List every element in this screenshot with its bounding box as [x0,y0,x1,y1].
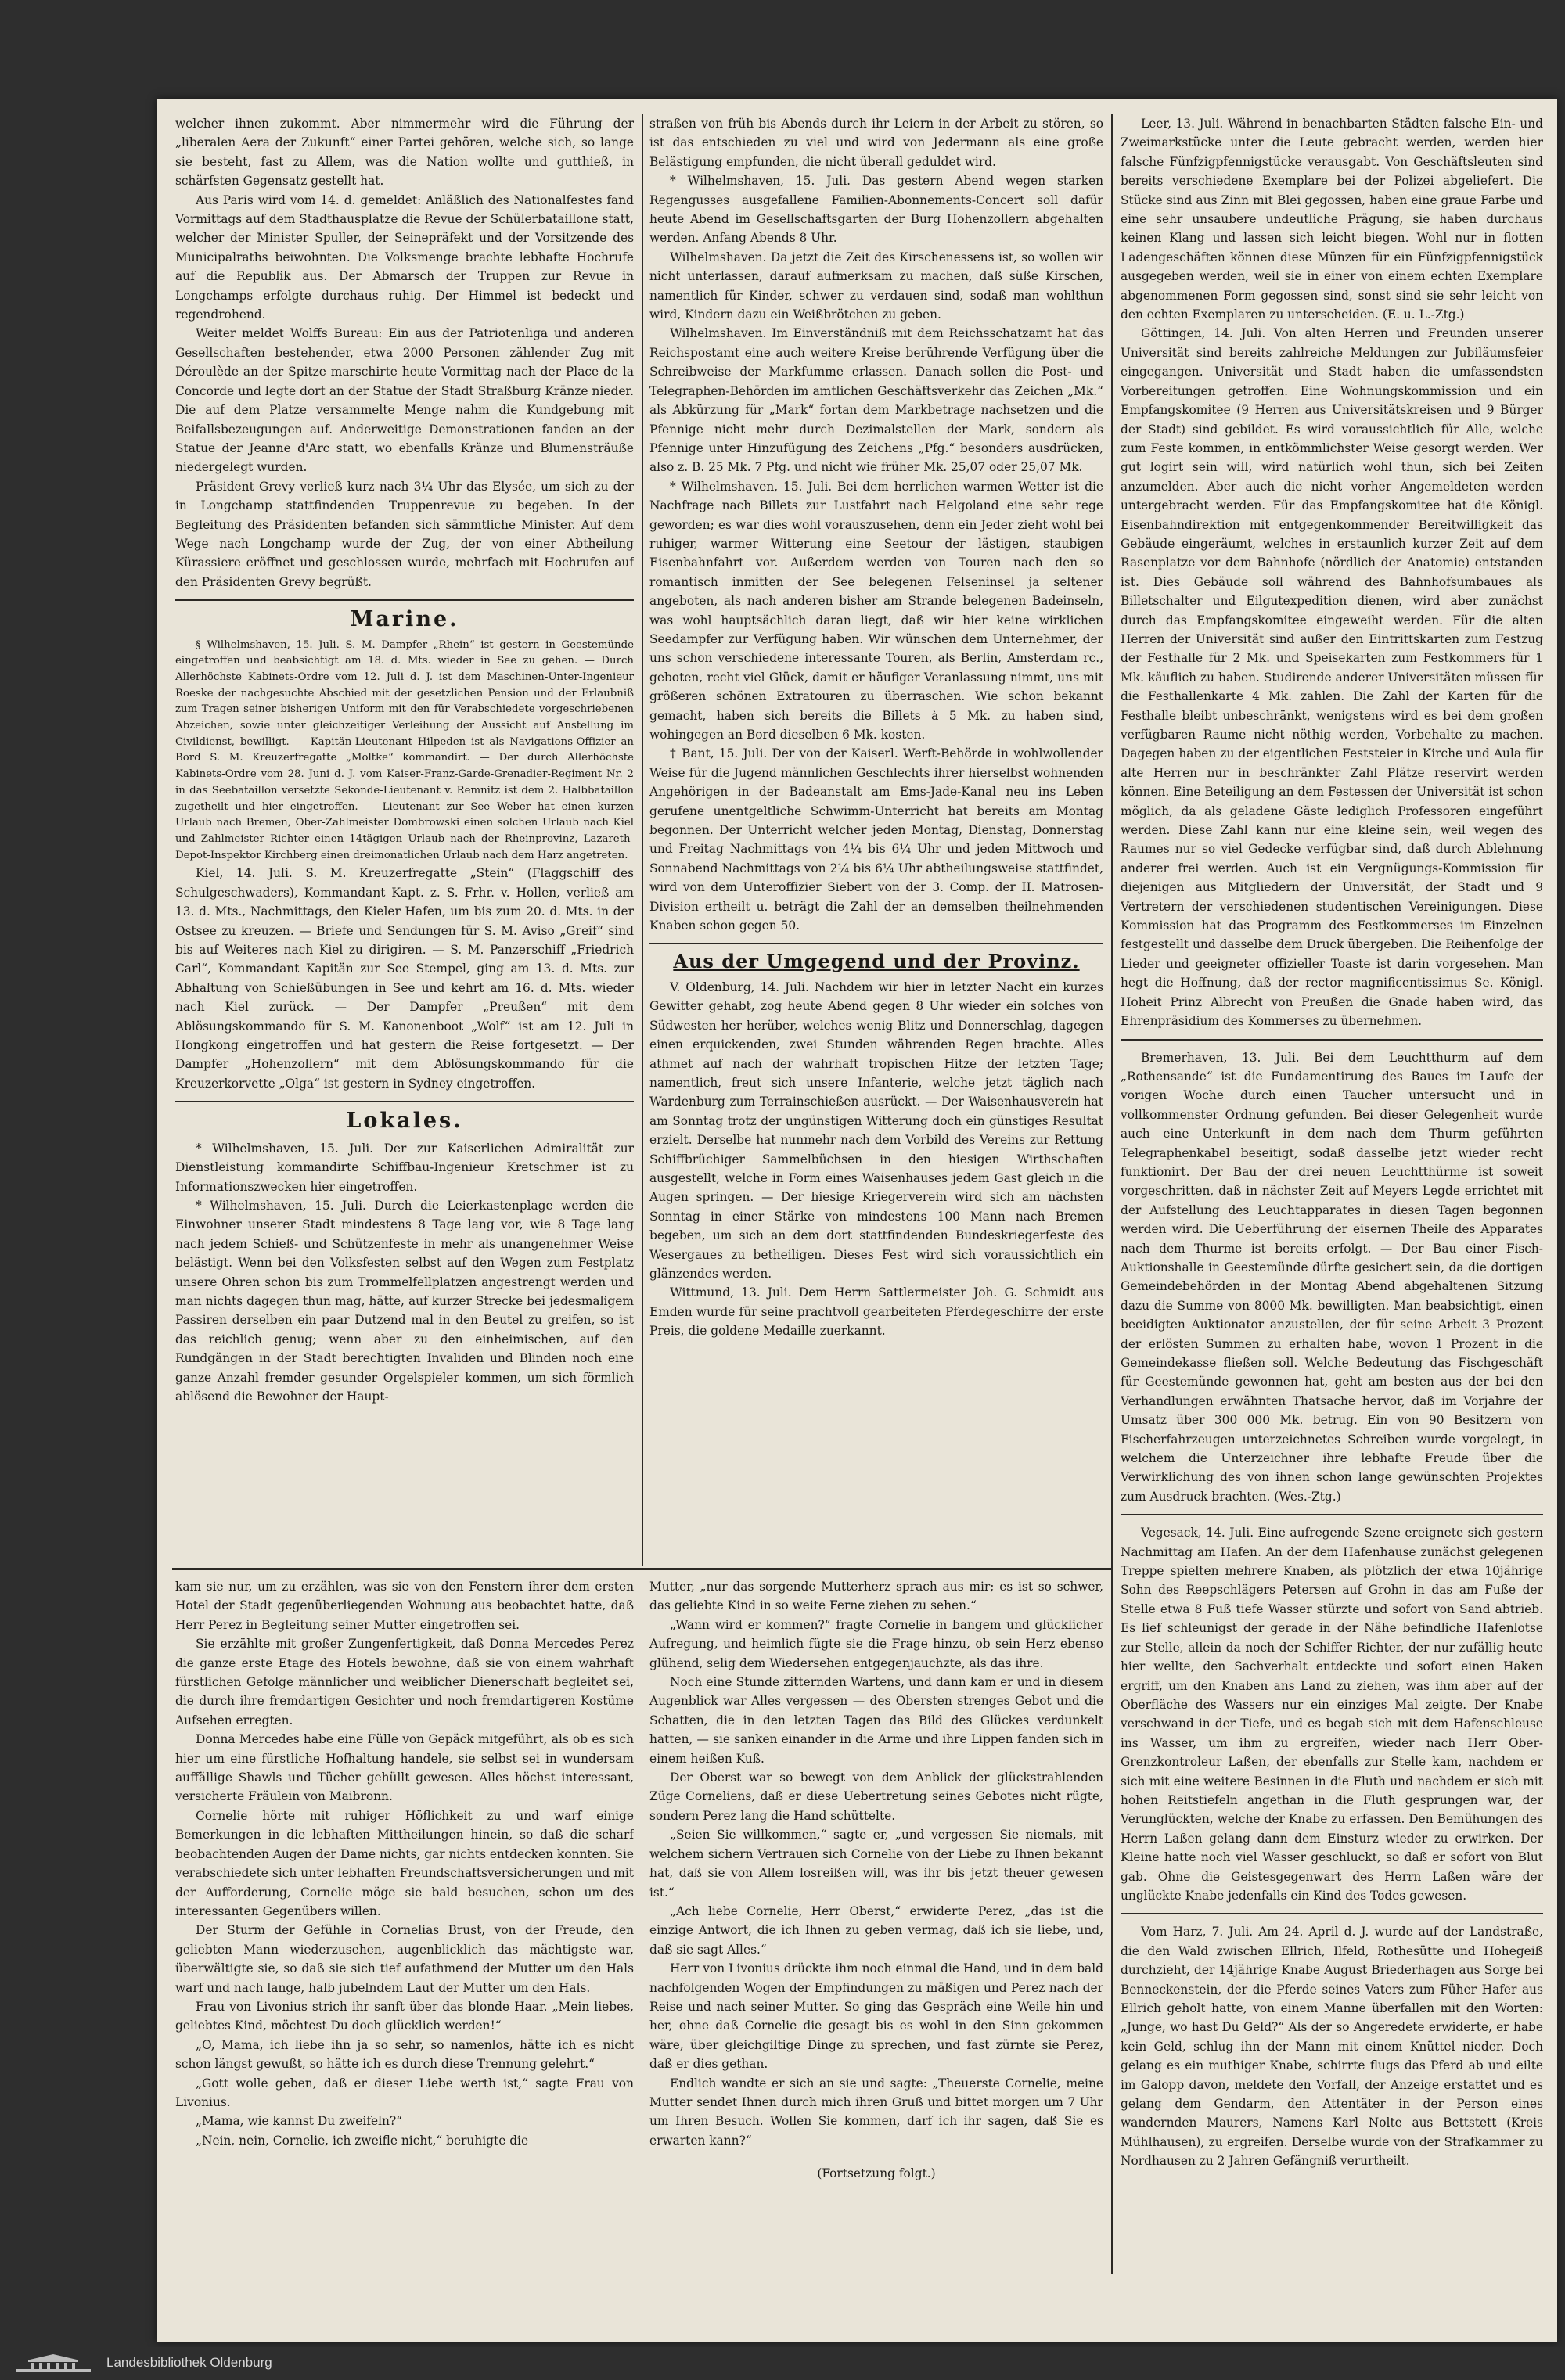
novel-paragraph: „O, Mama, ich liebe ihn ja so sehr, so namenlos, hätte ich es nicht schon längst gewußt, so hätte ich es durch diese Trennung gelehrt.“ [175,2037,634,2072]
article-paragraph: Wilhelmshaven. Da jetzt die Zeit des Kirschenessens ist, so wollen wir nicht unterlassen, darauf aufmerksam zu machen, daß süße Kirschen, namentlich für Kinder, schwer zu verdauen sind, sodaß man wohlthun wird, Kindern dazu ein Weißbrötchen zu geben. [649,250,1103,322]
section-divider [175,599,634,601]
article-paragraph: * Wilhelmshaven, 15. Juli. Durch die Leierkastenplage werden die Einwohner unserer Stadt mindestens 8 Tage lang vor, wie 8 Tage lang nach jedem Schieß- und Schützenfeste in mehr als unangenehmer Weise belästigt. Wenn bei den Volksfesten selbst auf den Wegen zum Festplatz unsere Ohren schon bis zum Trommelfellplatzen angestrengt werden und man nichts dagegen thun mag, hätte, auf kurzer Strecke bei jedesmaligem Passiren derselben ein paar Dutzend mal in den Beutel zu greifen, so ist das reichlich genug; wenn aber zu den einheimischen, auf den Rundgängen in der Stadt berechtigten Invaliden und Blinden noch eine ganze Anzahl fremder gesunder Orgelspieler kommen, um sich förmlich ablösend die Bewohner der Haupt- [175,1198,634,1404]
section-divider [649,943,1103,944]
novel-paragraph: Mutter, „nur das sorgende Mutterherz sprach aus mir; es ist so schwer, das geliebte Kind in so weite Ferne ziehen zu sehen.“ [649,1580,1103,1613]
article-paragraph: Wilhelmshaven. Im Einverständniß mit dem Reichsschatzamt hat das Reichspostamt eine auch weitere Kreise berührende Verfügung über die Schreibweise der Markfumme erlassen. Danach sollen die Post- und Telegraphen-Behörden im amtlichen Geschäftsverkehr das Zeichen „Mk.“ als Abkürzung für „Mark“ fortan dem Markbetrage nachsetzen und die Pfennige nicht mehr durch Dezimalstellen der Mark, sondern als Pfennige unter Hinzufügung des Zeichens „Pfg.“ besonders ausdrücken, also z. B. 25 Mk. 7 Pfg. und nicht wie früher Mk. 25,07 oder 25,07 Mk. [649,326,1103,475]
article-paragraph: Präsident Grevy verließ kurz nach 3¼ Uhr das Elysée, um sich zu der in Longchamp stattfindenden Truppenrevue zu begeben. In der Begleitung des Präsidenten befanden sich sämmtliche Minister. Auf dem Wege nach Longchamp wurde der Zug, der von einer Abtheilung Kürassiere eröffnet und geschlossen wurde, mehrfach mit Hochrufen auf den Präsidenten Grevy begrüßt. [175,479,634,589]
column-rule [642,114,643,1566]
novel-paragraph: „Wann wird er kommen?“ fragte Cornelie in bangem und glücklicher Aufregung, und heimlich fügte sie die Frage hinzu, ob sein Herz ebenso glühend, selig dem Wiedersehen entgegenjauchzte, als das ihre. [649,1617,1103,1670]
section-divider [1121,1514,1543,1515]
novel-paragraph: „Nein, nein, Cornelie, ich zweifle nicht,“ beruhigte die [196,2133,529,2148]
article-paragraph: Leer, 13. Juli. Während in benachbarten Städten falsche Ein- und Zweimarkstücke unter die Leute gebracht werden, werden hier falsche Fünfzigpfennigstücke verausgabt. Von Geschäftsleuten sind bereits verschiedene Exemplare bei der Polizei abgeliefert. Die Stücke sind aus Zinn mit Blei gegossen, haben eine graue Farbe und eine sehr unsaubere undeutliche Prägung, sie haben durchaus keinen Klang und lassen sich leicht biegen. Wohl nur in flotten Ladengeschäften können diese Münzen für ein Fünfzigpfennigstück ausgegeben werden, weil sie in einer von einem echten Exemplare abgenommenen Form gegossen sind, sonst sind sie sehr leicht von den echten Exemplaren zu unterscheiden. (E. u. L.-Ztg.) [1121,117,1543,322]
article-paragraph: * Wilhelmshaven, 15. Juli. Bei dem herrlichen warmen Wetter ist die Nachfrage nach Billets zur Lustfahrt nach Helgoland eine sehr rege geworden; es war dies wohl vorauszusehen, denn ein Jeder zieht wohl bei ruhiger, warmer Witterung eine Seetour der lästigen, staubigen Eisenbahnfahrt vor. Außerdem werden von Touren nach den so romantisch inmitten der See belegenen Felseninsel ja seltener angeboten, als nach anderen bisher am Strande belegenen Badeinseln, was wohl hauptsächlich daran liegt, daß wir hier keine wirklichen Seedampfer zur Verfügung haben. Wir wünschen dem Unternehmer, der uns schon verschiedene interessante Touren, als Berlin, Amsterdam rc., geboten, recht viel Glück, damit er häufiger Veranlassung nimmt, uns mit größeren schönen Extratouren zu überraschen. Wie schon bekannt gemacht, haben sich bereits die Billets à 5 Mk. zu haben sind, wohingegen an Bord dieselben 6 Mk. kosten. [649,479,1103,742]
novel-paragraph: kam sie nur, um zu erzählen, was sie von den Fenstern ihrer dem ersten Hotel der Stadt gegenüberliegenden Wohnung aus beobachtet hatte, daß Herr Perez in Begleitung seiner Mutter eingetroffen sei. [175,1580,634,1632]
article-paragraph: † Bant, 15. Juli. Der von der Kaiserl. Werft-Behörde in wohlwollender Weise für die Jugend männlichen Geschlechts ihrer hierselbst wohnenden Angehörigen in der Badeanstalt am Ems-Jade-Kanal neu ins Leben gerufene unentgeltliche Schwimm-Unterricht hat bereits am Montag begonnen. Der Unterricht welcher jeden Montag, Dienstag, Donnerstag und Freitag Nachmittags von 4¼ bis 6¼ Uhr und jeden Mittwoch und Sonnabend Nachmittags von 2¼ bis 6¼ Uhr abtheilungsweise stattfindet, wird von dem Unteroffizier Siebert von der 3. Comp. der II. Matrosen-Division ertheilt u. beträgt die Zahl der an demselben theilnehmenden Knaben schon gegen 50. [649,746,1103,933]
column-3 [1121,114,1543,2274]
novel-paragraph: „Mama, wie kannst Du zweifeln?“ [196,2114,403,2129]
novel-paragraph: Herr von Livonius drückte ihm noch einmal die Hand, und in dem bald nachfolgenden Wogen der Empfindungen zu mäßigen und Perez nach der Reise und nach seiner Mutter. So ging das Gespräch eine Weile hin und her, ohne daß Cornelie die gesagt bis es wohl in den Sinn gekommen wäre, über gleichgiltige Dinge zu sprechen, und fast zürnte sie Perez, daß er dies gethan. [649,1961,1103,2072]
section-heading-marine: Marine. [350,607,459,632]
section-divider [175,1101,634,1102]
section-divider [1121,1039,1543,1041]
novel-paragraph: Endlich wandte er sich an sie und sagte: „Theuerste Cornelie, meine Mutter sendet Ihnen durch mich ihren Gruß und bittet morgen um 7 Uhr um Ihren Besuch. Wollen Sie kommen, darf ich ihr sagen, daß Sie es erwarten kann?“ [649,2076,1103,2148]
newspaper-page [156,99,1557,2342]
article-paragraph: Vom Harz, 7. Juli. Am 24. April d. J. wurde auf der Landstraße, die den Wald zwischen Ellrich, Ilfeld, Rothesütte und Hohegeiß durchzieht, der 14jährige Knabe August Briederhagen aus Sorge bei Benneckenstein, der die Pferde seines Vaters zum Füher Hafer aus Ellrich geholt hatte, von einem Manne überfallen mit den Worten: „Junge, wo hast Du Geld?“ Als der so Angeredete erwiderte, er habe kein Geld, schlug ihn der Mann mit einem Knüttel nieder. Doch gelang es ein muthiger Knabe, schirrte flugs das Pferd ab und eilte im Galopp davon, meldete den Vorfall, der Anzeige erstattet und es gelang dem Gendarm, den Attentäter in der Person eines wandernden Maurers, Namens Karl Nolte aus Bettstett (Kreis Mühlhausen), zu ergreifen. Derselbe wurde von der Strafkammer zu Nordhausen zu 2 Jahren Gefängniß verurtheilt. [1121,1925,1543,2169]
novel-paragraph: Cornelie hörte mit ruhiger Höflichkeit zu und warf einige Bemerkungen in die lebhaften Mittheilungen hinein, so daß die scharf beobachtenden Augen der Dame nichts, gar nichts entdecken konnten. Sie verabschiedete sich unter lebhaften Freundschaftsversicherungen und mit der Aufforderung, Cornelie möge sie bald besuchen, schon um des interessanten Gegenübers willen. [175,1808,634,1918]
novel-paragraph: „Seien Sie willkommen,“ sagte er, „und vergessen Sie niemals, mit welchem sichern Vertrauen sich Cornelie von der Liebe zu Ihnen bekannt hat, daß sie von Allem losreißen will, was ihr bis jetzt theuer gewesen ist.“ [649,1828,1103,1900]
viewer-footer [0,2347,1565,2380]
library-building-logo-icon [14,2353,92,2374]
article-paragraph: Aus Paris wird vom 14. d. gemeldet: Anläßlich des Nationalfestes fand Vormittags auf dem Stadthausplatze die Revue der Schülerbataillone statt, welcher der Minister Spuller, der Seinepräfekt und der Vorsitzende des Municipalraths beiwohnten. Die Volksmenge brachte lebhafte Hochrufe auf die Republik aus. Der Abmarsch der Truppen zur Revue in Longchamps erfolgte durchaus ruhig. Der Himmel ist bedeckt und regendrohend. [175,192,634,322]
article-paragraph: Wittmund, 13. Juli. Dem Herrn Sattlermeister Joh. G. Schmidt aus Emden wurde für seine prachtvoll gearbeiteten Pferdegeschirre der erste Preis, die goldene Medaille zuerkannt. [649,1285,1103,1339]
article-paragraph: * Wilhelmshaven, 15. Juli. Der zur Kaiserlichen Admiralität zur Dienstleistung kommandirte Schiffbau-Ingenieur Kretschmer ist zu Informationszwecken hier eingetroffen. [175,1141,634,1194]
section-heading-umgegend: Aus der Umgegend und der Provinz. [673,950,1080,973]
novel-paragraph: Noch eine Stunde zitternden Wartens, und dann kam er und in diesem Augenblick war Alles vergessen — des Obersten strenges Gebot und die Schatten, die in den letzten Tagen das Bild des Glückes verdunkelt hatten, — sie sanken einander in die Arme und ihre Lippen fanden sich in einem heißen Kuß. [649,1675,1103,1766]
section-heading-lokales: Lokales. [346,1109,463,1134]
continuation-note: (Fortsetzung folgt.) [817,2166,936,2181]
feuilleton-rule [172,1568,1111,1570]
article-paragraph: Weiter meldet Wolffs Bureau: Ein aus der Patriotenliga und anderen Gesellschaften bestehender, etwa 2000 Personen zählender Zug mit Déroulède an der Spitze marschirte heute Vormittag nach der Place de la Concorde und legte dort an der Statue der Stadt Straßburg Kränze nieder. Die auf dem Platze versammelte Menge nahm die Kundgebung mit Beifallsbezeugungen auf. Anderweitige Demonstrationen fanden an der Statue der Jeanne d'Arc statt, wo ebenfalls Kränze und Blumensträuße niedergelegt wurden. [175,326,634,475]
column-rule [1111,114,1113,2274]
novel-paragraph: „Ach liebe Cornelie, Herr Oberst,“ erwiderte Perez, „das ist die einzige Antwort, die ich Ihnen zu geben vermag, daß ich sie liebe, und, daß sie sagt Alles.“ [649,1904,1103,1957]
article-paragraph: * Wilhelmshaven, 15. Juli. Das gestern Abend wegen starken Regengusses ausgefallene Familien-Abonnements-Concert soll dafür heute Abend im Gesellschaftsgarten der Burg Hohenzollern abgehalten werden. Anfang Abends 8 Uhr. [649,174,1103,246]
article-paragraph: straßen von früh bis Abends durch ihr Leiern in der Arbeit zu stören, so ist das entschieden zu viel und wird von Jedermann als eine große Belästigung empfunden, die nicht überall geduldet wird. [649,117,1103,169]
article-paragraph: V. Oldenburg, 14. Juli. Nachdem wir hier in letzter Nacht ein kurzes Gewitter gehabt, zog heute Abend gegen 8 Uhr wieder ein solches von Südwesten her herüber, welches wenig Blitz und Donnerschlag, dagegen einen erquickenden, zwei Stunden währenden Regen brachte. Alles athmet auf nach der wahrhaft tropischen Hitze der letzten Tage; namentlich, freut sich unsere Infanterie, welche jetzt täglich nach Wardenburg zum Terrainschießen ausrückt. — Der Waisenhausverein hat am Sonntag trotz der ungünstigen Witterung doch ein günstiges Resultat erzielt. Derselbe hat nunmehr nach dem Vorbild des Vereins zur Rettung Schiffbrüchiger Sammelbüchsen in den hiesigen Wirthschaften ausgestellt, welche in Form eines Waisenhauses jedem Gast gleich in die Augen springen. — Der hiesige Kriegerverein wird sich am nächsten Sonntag in einer Stärke von mindestens 100 Mann nach Bremen begeben, um sich an dem dort stattfindenden Bundeskriegerfeste des Wesergaues zu betheiligen. Dieses Fest wird sich voraussichtlich ein glänzendes werden. [649,980,1103,1281]
novel-paragraph: Sie erzählte mit großer Zungenfertigkeit, daß Donna Mercedes Perez die ganze erste Etage des Hotels bewohne, daß sie von einem wahrhaft fürstlichen Gefolge männlicher und weiblicher Dienerschaft begleitet sei, die durch ihre fremdartigen Gesichter und noch fremdartigeren Kostüme Aufsehen erregten. [175,1637,634,1727]
column-2 [649,114,1103,1562]
feuilleton-column-2 [649,1577,1103,2281]
article-paragraph: welcher ihnen zukommt. Aber nimmermehr wird die Führung der „liberalen Aera der Zukunft“ einer Partei gehören, welche sich, so lange sie besteht, fast zu Allem, was die Nation wollte und gutthieß, in schärfsten Gegensatz gestellt hat. [175,117,634,189]
library-name[interactable]: Landesbibliothek Oldenburg [106,2355,272,2370]
article-paragraph: Vegesack, 14. Juli. Eine aufregende Szene ereignete sich gestern Nachmittag am Hafen. An der dem Hafenhause zunächst gelegenen Treppe spielten mehrere Knaben, als plötzlich der etwa 10jährige Sohn des Reepschlägers Petersen auf Grohn in das am Fuße der Stelle etwa 8 Fuß tiefe Wasser stürzte und sofort von Sand abtrieb. Es lief schleunigst der gerade in der Nähe befindliche Hafenlotse zur Stelle, allein da noch der Schiffer Richter, der nur zufällig heute hier wellte, den Sachverhalt entdeckte und sofort einen Haken ergriff, um den Knaben ans Land zu ziehen, was ihm aber auf der Oberfläche des Wassers nur ein einziges Mal zeigte. Der Knabe verschwand in der Tiefe, und es begab sich mit dem Hafenschleuse ins Wasser, um ihm zu ergreifen, wieder nach Herr Ober-Grenzkontroleur Laßen, der ebenfalls zur Stelle kam, nachdem er sich mit eine weitere Besinnen in die Fluth und nachdem er sich mit hohen Reitstiefeln angethan in die Fluth gesprungen war, der Verunglückten, welche der Knabe zu erfassen. Den Bemühungen des Herrn Laßen gelang dann dem Einsturz wieder zu erwirken. Der Kleine hatte noch viel Wasser geschluckt, so daß er sofort von Blut gab. Ohne die Geistesgegenwart des Herrn Laßen wäre der unglückte Knabe jedenfalls ein Kind des Todes gewesen. [1121,1526,1543,1903]
marine-notice: § Wilhelmshaven, 15. Juli. S. M. Dampfer „Rhein“ ist gestern in Geestemünde eingetroffen und beabsichtigt am 18. d. Mts. wieder in See zu gehen. — Durch Allerhöchste Kabinets-Ordre vom 12. Juli d. J. ist dem Maschinen-Unter-Ingenieur Roeske der nachgesuchte Abschied mit der gesetzlichen Pension und der Erlaubniß zum Tragen seiner bisherigen Uniform mit den für Verabschiedete vorgeschriebenen Abzeichen, sowie unter gleichzeitiger Verleihung der Aussicht auf Anstellung im Civildienst, bewilligt. — Kapitän-Lieutenant Hilpeden ist als Navigations-Offizier an Bord S. M. Kreuzerfregatte „Moltke“ kommandirt. — Der durch Allerhöchste Kabinets-Ordre vom 28. Juni d. J. vom Kaiser-Franz-Garde-Grenadier-Regiment Nr. 2 in das Seebataillon versetzte Sekonde-Lieutenant v. Remnitz ist dem 2. Halbbataillon zugetheilt und hier eingetroffen. — Lieutenant zur See Weber hat einen kurzen Urlaub nach Bremen, Ober-Zahlmeister Dombrowski einen solchen Urlaub nach Kiel und Zahlmeister Richter einen 14tägigen Urlaub nach der Rheinprovinz, Lazareth-Depot-Inspektor Kirchberg einen dreimonatlichen Urlaub nach dem Harz angetreten. [175,638,634,861]
article-paragraph: Göttingen, 14. Juli. Von alten Herren und Freunden unserer Universität sind bereits zahlreiche Meldungen zur Jubiläumsfeier eingegangen. Universität und Stadt haben die umfassendsten Vorbereitungen getroffen. Eine Wohnungskommission und ein Empfangskomitee (9 Herren aus Universitätskreisen und 9 Bürger der Stadt) sind gebildet. Es wird voraussichtlich für Alle, welche zum Feste kommen, in entkömmlichster Weise gesorgt werden. Wer gut logirt sein will, wird natürlich wohl thun, sich bei Zeiten anzumelden. Aber auch die nicht vorher Angemeldeten werden untergebracht werden. Für das Empfangskomitee hat die Königl. Eisenbahndirektion mit entgegenkommender Bereitwilligkeit das Gebäude eingeräumt, welches in erstaunlich kurzer Zeit auf dem Rasenplatze vor dem Bahnhofe (nördlich der Anatomie) entstanden ist. Dies Gebäude soll während des Bahnhofsumbaues als Billetschalter und Eilgutexpedition dienen, wird aber zunächst durch das Empfangskomitee eingeweiht werden. Für die alten Herren der Universität sind außer den Eintrittskarten zum Festzug der Festhalle für 2 Mk. und Speisekarten zum Festkommers für 1 Mk. käuflich zu haben. Studirende anderer Universitäten müssen für die Festhallenkarte 4 Mk. zahlen. Die Zahl der Karten für die Festhalle bleibt unbeschränkt, wenigstens wird es bei dem großen verfügbaren Raume nicht nöthig werden, Vorbehalte zu machen. Dagegen haben zu der eigentlichen Feststeier in Kirche und Aula für alte Herren nur in beschränkter Zahl Plätze reservirt werden können. Eine Beteiligung an dem Festessen der Universität ist schon möglich, da als geladene Gäste lediglich Professoren eingeführt werden. Diese Zahl kann nur eine kleine sein, weil wegen des Raumes nur so viel Gedecke verfügbar sind, daß durch Ablehnung anderer frei werden. Auch ist ein Vergnügungs-Kommission für diejenigen aus Mitgliedern der Universität, der Stadt und 9 Vertretern der verschiedenen studentischen Vereinigungen. Diese Kommission hat das Programm des Festkommerses im Einzelnen festgestellt und dasselbe dem Druck übergeben. Die Reihenfolge der Lieder und geeigneter offizieller Toaste ist darin vorgesehen. Man hegt die Hoffnung, daß der rector magnificentissimus Se. Königl. Hoheit Prinz Albrecht von Preußen die Gnade haben wird, das Ehrenpräsidium des Kommerses zu übernehmen. [1121,326,1543,1029]
novel-paragraph: Donna Mercedes habe eine Fülle von Gepäck mitgeführt, als ob es sich hier um eine fürstliche Hofhaltung handele, sie selbst sei in wundersam auffällige Shawls und Tücher gehüllt gewesen. Alles höchst interessant, versicherte Fräulein von Maibronn. [175,1732,634,1804]
column-1 [175,114,634,1562]
section-divider [1121,1913,1543,1914]
feuilleton-column-1 [175,1577,634,2281]
novel-paragraph: Der Sturm der Gefühle in Cornelias Brust, von der Freude, den geliebten Mann wiederzusehen, augenblicklich das mächtigste war, überwältigte sie, so daß sie sich tief aufathmend der Mutter um den Hals warf und nach lange, halb jubelndem Laut der Mutter um den Hals. [175,1923,634,1995]
article-paragraph: Bremerhaven, 13. Juli. Bei dem Leuchtthurm auf dem „Rothensande“ ist die Fundamentirung des Baues im Laufe der vorigen Woche durch einen Taucher untersucht und in vollkommenster Ordnung gefunden. Bei dieser Gelegenheit wurde auch eine Unterkunft in dem nach dem Thurm geführten Telegraphenkabel beseitigt, sodaß dasselbe jetzt wieder recht funktionirt. Der Bau der drei neuen Leuchtthürme ist soweit vorgeschritten, daß in nächster Zeit auf Meyers Legde errichtet mit der Aufstellung des Leuchtapparates in diesen Tagen begonnen werden wird. Die Ueberführung der eisernen Theile des Apparates nach dem Thurme ist bereits erfolgt. — Der Bau einer Fisch-Auktionshalle in Geestemünde dürfte gesichert sein, da die dortigen Gemeindebehörden in der Montag Abend abgehaltenen Sitzung dazu die Summe von 8000 Mk. bewilligten. Man beabsichtigt, einen beeidigten Auktionator anzustellen, der für seine Arbeit 3 Prozent der erlösten Summen zu erhalten habe, wovon 1 Prozent in die Gemeindekasse fließen soll. Welche Bedeutung das Fischgeschäft für Geestemünde gewonnen hat, geht am besten aus der bei den Verhandlungen erwähnten Thatsache hervor, daß im Vorjahre der Umsatz über 300 000 Mk. betrug. Ein von 90 Besitzern von Fischerfahrzeugen unterzeichnetes Schreiben wurde vorgelegt, in welchem die Unterzeichner ihre lebhafte Freude über die Verwirklichung des von ihnen schon lange gewünschten Projektes zum Ausdruck brachten. (Wes.-Ztg.) [1121,1050,1543,1504]
novel-paragraph: Frau von Livonius strich ihr sanft über das blonde Haar. „Mein liebes, geliebtes Kind, möchtest Du doch glücklich werden!“ [175,1999,634,2033]
novel-paragraph: „Gott wolle geben, daß er dieser Liebe werth ist,“ sagte Frau von Livonius. [175,2076,634,2109]
article-paragraph: Kiel, 14. Juli. S. M. Kreuzerfregatte „Stein“ (Flaggschiff des Schulgeschwaders), Kommandant Kapt. z. S. Frhr. v. Hollen, verließ am 13. d. Mts., Nachmittags, den Kieler Hafen, um bis zum 20. d. Mts. in der Ostsee zu kreuzen. — Briefe und Sendungen für S. M. Aviso „Greif“ sind bis auf Weiteres nach Kiel zu dirigiren. — S. M. Panzerschiff „Friedrich Carl“, Kommandant Kapitän zur See Stempel, ging am 13. d. Mts. zur Abhaltung von Schießübungen in See und kehrt am 16. d. Mts. wieder nach Kiel zurück. — Der Dampfer „Preußen“ mit dem Ablösungskommando für S. M. Kanonenboot „Wolf“ ist am 12. Juli in Hongkong eingetroffen und hat gestern die Reise fortgesetzt. — Der Dampfer „Hohenzollern“ mit dem Ablösungskommando für die Kreuzerkorvette „Olga“ ist gestern in Sydney eingetroffen. [175,866,634,1091]
novel-paragraph: Der Oberst war so bewegt von dem Anblick der glückstrahlenden Züge Corneliens, daß er diese Uebertretung seines Gebotes nicht rügte, sondern Perez lang die Hand schüttelte. [649,1771,1103,1823]
